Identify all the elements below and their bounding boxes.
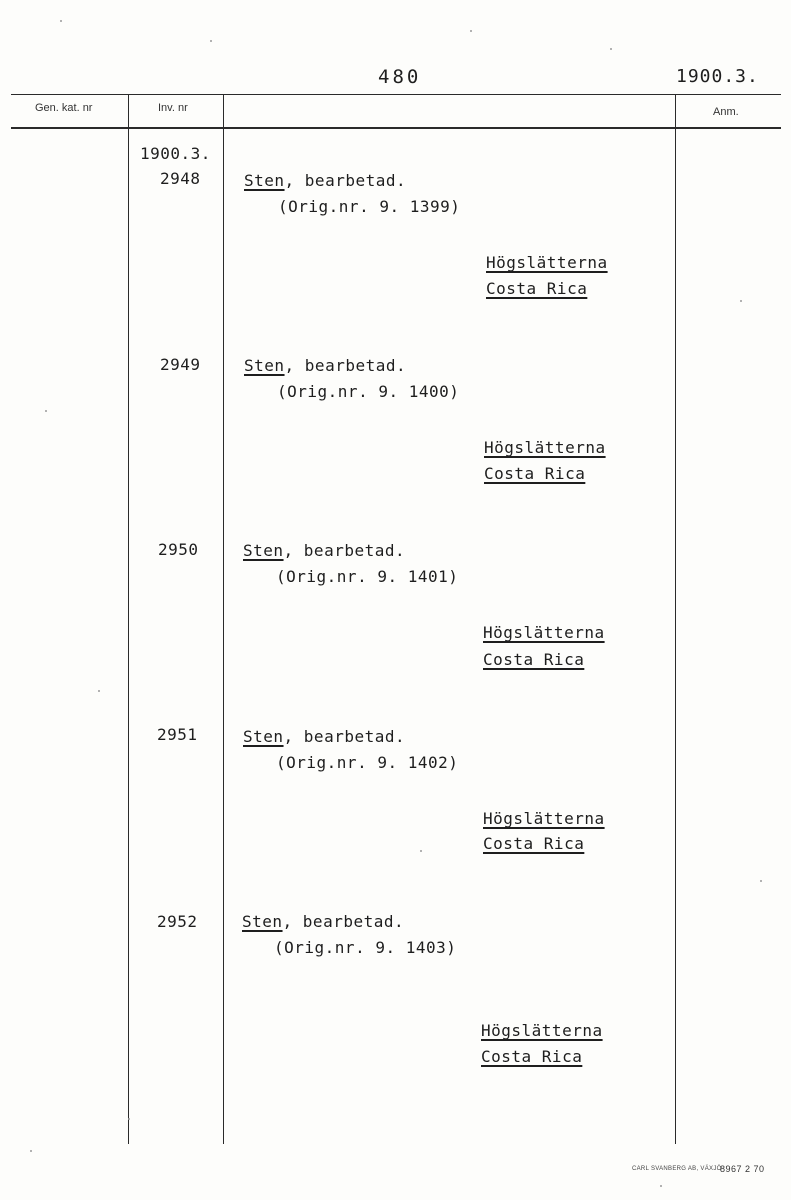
column-divider-anm <box>675 94 676 1144</box>
object-name: Sten <box>242 912 283 931</box>
country-name: Costa Rica <box>483 834 585 853</box>
original-number: (Orig.nr. 9. 1403) <box>274 938 457 957</box>
object-detail: , bearbetad. <box>283 541 406 560</box>
object-description <box>242 912 404 931</box>
object-detail: , bearbetad. <box>282 912 405 931</box>
header-bottom-rule <box>11 127 781 129</box>
object-description <box>244 356 406 375</box>
original-number: (Orig.nr. 9. 1402) <box>276 753 459 772</box>
object-detail: , bearbetad. <box>284 171 407 190</box>
inventory-number: 2950 <box>158 540 199 559</box>
object-name: Sten <box>244 356 285 375</box>
scan-speck <box>420 850 422 852</box>
scan-speck <box>98 690 100 692</box>
column-header-anm: Anm. <box>713 106 739 118</box>
object-detail: , bearbetad. <box>283 727 406 746</box>
object-name: Sten <box>244 171 285 190</box>
entry-date: 1900.3. <box>140 144 211 163</box>
original-number: (Orig.nr. 9. 1401) <box>276 567 459 586</box>
column-header-gen-kat-nr: Gen. kat. nr <box>35 102 93 114</box>
header-date: 1900.3. <box>676 66 759 87</box>
inventory-number: 2951 <box>157 725 198 744</box>
object-name: Sten <box>243 727 284 746</box>
scan-speck <box>45 410 47 412</box>
inventory-number: 2949 <box>160 355 201 374</box>
column-header-inv-nr: Inv. nr <box>158 102 188 114</box>
country-name: Costa Rica <box>486 279 588 298</box>
scan-speck <box>760 880 762 882</box>
printer-imprint: CARL SVANBERG AB, VÄXJÖ <box>632 1166 722 1172</box>
object-name: Sten <box>243 541 284 560</box>
scan-speck <box>660 1185 662 1187</box>
column-divider-gen-kat <box>128 94 129 1144</box>
object-detail: , bearbetad. <box>284 356 407 375</box>
object-description <box>243 727 405 746</box>
page-number: 480 <box>378 66 422 88</box>
place-name: Högslätterna <box>483 623 605 642</box>
country-name: Costa Rica <box>483 650 585 669</box>
original-number: (Orig.nr. 9. 1399) <box>278 197 461 216</box>
scan-speck <box>470 30 472 32</box>
place-name: Högslätterna <box>481 1021 603 1040</box>
object-description <box>243 541 405 560</box>
place-name: Högslätterna <box>484 438 606 457</box>
country-name: Costa Rica <box>484 464 586 483</box>
inventory-number: 2952 <box>157 912 198 931</box>
place-name: Högslätterna <box>486 253 608 272</box>
form-code: 8967 2 70 <box>720 1164 765 1174</box>
original-number: (Orig.nr. 9. 1400) <box>277 382 460 401</box>
inventory-number: 2948 <box>160 169 201 188</box>
country-name: Costa Rica <box>481 1047 583 1066</box>
scan-speck <box>740 300 742 302</box>
scan-speck <box>210 40 212 42</box>
header-top-rule <box>11 94 781 95</box>
column-divider-inv-nr <box>223 94 224 1144</box>
scan-speck <box>60 20 62 22</box>
scan-speck <box>610 48 612 50</box>
scan-speck <box>30 1150 32 1152</box>
scan-speck <box>128 1118 130 1120</box>
place-name: Högslätterna <box>483 809 605 828</box>
object-description <box>244 171 406 190</box>
